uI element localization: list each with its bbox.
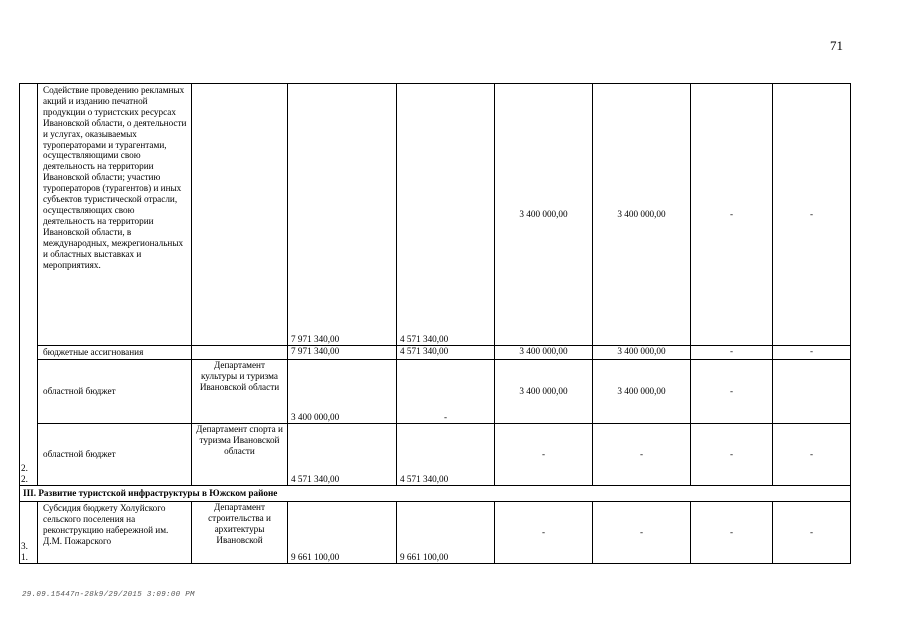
value-cell: 7 971 340,00 <box>288 346 397 360</box>
table-row-2-2 <box>20 84 851 346</box>
value-cell: - <box>593 423 691 485</box>
executor-cell: Департамент спорта и туризма Ивановской области <box>192 423 288 485</box>
table-row-budget <box>20 346 851 360</box>
activity-description: Содействие проведению рекламных акций и изданию печатной продукции о туристских ресурсах Ивановской области, о деятельности и услугах, оказываемых туроператорами и турагентами, осуществляющими свою деятельность на территории Ивановской области; участию туроператоров (турагентов) и иных субъектов туристической отрасли, осуществляющих свою деятельность на территории Ивановской области, в международных, межрегиональных и областных выставках и мероприятиях. <box>38 84 192 346</box>
value-cell <box>773 359 851 423</box>
executor-cell <box>192 84 288 346</box>
value-cell: - <box>773 423 851 485</box>
row-number: 3. 1. <box>20 501 38 563</box>
executor-cell: Департамент строительства и архитектуры Ивановской <box>192 501 288 563</box>
table-row-3-1 <box>20 501 851 563</box>
value-cell: - <box>691 84 773 346</box>
value-cell: - <box>495 501 593 563</box>
value-cell: 4 571 340,00 <box>288 423 397 485</box>
value-cell: 3 400 000,00 <box>495 346 593 360</box>
page-number: 71 <box>830 38 843 53</box>
section-heading-row <box>20 485 851 501</box>
value-cell: 9 661 100,00 <box>288 501 397 563</box>
value-cell: 3 400 000,00 <box>593 359 691 423</box>
value-cell: 4 571 340,00 <box>397 423 495 485</box>
value-cell: - <box>593 501 691 563</box>
value-cell: - <box>691 346 773 360</box>
table-row-regional-budget <box>20 423 851 485</box>
activity-description: Субсидия бюджету Холуйского сельского поселения на реконструкцию набережной им. Д.М. Пожарского <box>38 501 192 563</box>
value-cell: 4 571 340,00 <box>397 84 495 346</box>
value-cell: 3 400 000,00 <box>495 84 593 346</box>
value-cell: 7 971 340,00 <box>288 84 397 346</box>
value-cell: - <box>691 359 773 423</box>
document-footer: 29.09.15447п-28k9/29/2015 3:09:00 PM <box>22 591 195 599</box>
value-cell: 3 400 000,00 <box>288 359 397 423</box>
row-label: областной бюджет <box>38 423 192 485</box>
executor-cell <box>192 346 288 360</box>
table-row-regional-budget <box>20 359 851 423</box>
value-cell: - <box>495 423 593 485</box>
value-cell: - <box>397 359 495 423</box>
value-cell: - <box>691 501 773 563</box>
value-cell: - <box>691 423 773 485</box>
value-cell: 3 400 000,00 <box>593 346 691 360</box>
budget-table <box>19 83 851 564</box>
value-cell: - <box>773 84 851 346</box>
value-cell: 4 571 340,00 <box>397 346 495 360</box>
section-title: III. Развитие туристской инфраструктуры в Южском районе <box>20 485 851 501</box>
row-number: 2. 2. <box>20 84 38 486</box>
value-cell: - <box>773 346 851 360</box>
value-cell: 3 400 000,00 <box>495 359 593 423</box>
executor-cell: Департамент культуры и туризма Ивановской области <box>192 359 288 423</box>
value-cell: - <box>773 501 851 563</box>
value-cell: 9 661 100,00 <box>397 501 495 563</box>
value-cell: 3 400 000,00 <box>593 84 691 346</box>
row-label: областной бюджет <box>38 359 192 423</box>
row-label: бюджетные ассигнования <box>38 346 192 360</box>
